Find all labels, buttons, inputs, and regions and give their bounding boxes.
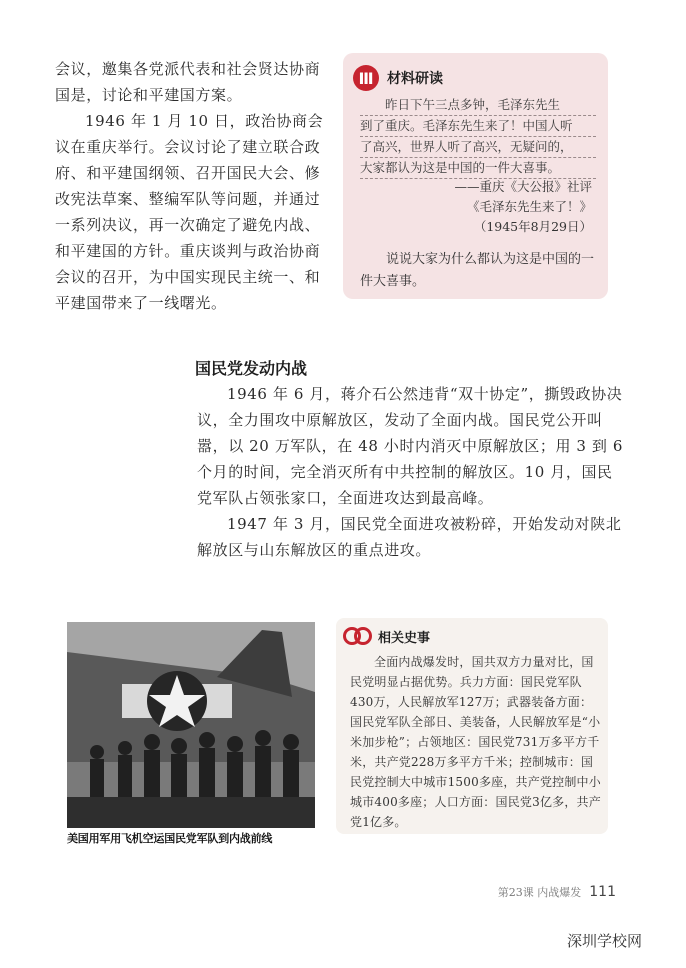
material-reading-box [343, 53, 608, 299]
related-history-title: 相关史事 [378, 630, 431, 646]
material-reading-header [353, 65, 443, 91]
related-history-icon [342, 624, 374, 648]
related-history-box [336, 618, 608, 834]
airplane-soldiers-illustration [67, 622, 315, 828]
quote-line: 了高兴，世界人听了高兴，无疑问的， [360, 137, 596, 158]
section-paragraph-2: 1947 年 3 月，国民党全面进攻被粉碎，开始发动对陕北解放区与山东解放区的重点进攻。 [197, 515, 622, 559]
material-reading-icon: Ⅲ [353, 65, 379, 91]
watermark: 深圳学校网 [566, 932, 642, 950]
photo-caption: 美国用军用飞机空运国民党军队到内战前线 [67, 832, 273, 845]
related-history-header [342, 624, 430, 648]
source-line: 《毛泽东先生来了！》 [466, 199, 592, 214]
material-source [454, 177, 592, 237]
section-heading: 国民党发动内战 [195, 359, 308, 378]
material-quote [360, 95, 596, 179]
source-line: ——重庆《大公报》社评 [454, 179, 592, 194]
section-text-column [197, 381, 627, 563]
intro-paragraph-1: 会议，邀集各党派代表和社会贤达协商国是，讨论和平建国方案。 [55, 60, 321, 104]
intro-paragraph-2: 1946 年 1 月 10 日，政治协商会议在重庆举行。会议讨论了建立联合政府、和平建国纲领、召开国民大会、修改宪法草案、整编军队等问题，并通过一系列决议，再一次确定了避免内战、和平建国的方针。重庆谈判与政治协商会议的召开，为中国实现民主统一、和平建国带来了一线曙光。 [55, 112, 324, 312]
quote-line: 到了重庆。毛泽东先生来了！中国人听 [360, 116, 596, 137]
quote-line: 大家都认为这是中国的一件大喜事。 [360, 158, 596, 179]
lesson-label: 第23课 内战爆发 [497, 886, 582, 899]
material-reading-title: 材料研读 [387, 71, 443, 87]
source-line: （1945年8月29日） [473, 219, 592, 234]
section-paragraph-1: 1946 年 6 月，蒋介石公然违背“双十协定”，撕毁政协决议，全力围攻中原解放区，发动了全面内战。国民党公开叫嚣，以 20 万军队，在 48 小时内消灭中原解放区；用 3 到 6 个月的时间，完全消灭所有中共控制的解放区。10 月，国民党军队占领张家口，全面进攻达到最高峰。 [197, 385, 624, 507]
related-history-text: 全面内战爆发时，国共双方力量对比，国民党明显占据优势。兵力方面：国民党军队430万，人民解放军127万；武器装备方面：国民党军队全部日、美装备，人民解放军是“小米加步枪”；占领地区：国民党731万多平方千米，共产党228万多平方千米；控制城市：国民党控制大中城市1500多座，共产党控制中小城市400多座；人口方面：国民党3亿多，共产党1亿多。 [350, 655, 601, 829]
page-footer [498, 884, 616, 900]
intro-text-column [55, 56, 327, 316]
quote-line: 昨日下午三点多钟，毛泽东先生 [360, 95, 596, 116]
material-question: 说说大家为什么都认为这是中国的一件大喜事。 [360, 252, 595, 289]
historical-photo [67, 622, 315, 828]
page-number: 111 [589, 884, 616, 900]
